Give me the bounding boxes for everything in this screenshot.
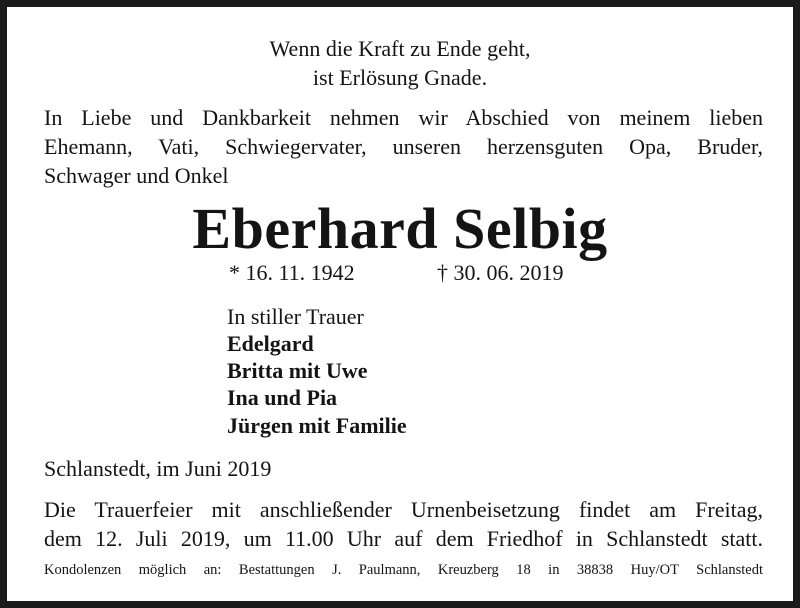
motto-line-1: Wenn die Kraft zu Ende geht, [269, 36, 531, 61]
intro-line-3: Schwager und Onkel [44, 163, 229, 188]
motto-line-2: ist Erlösung Gnade. [312, 65, 488, 90]
deceased-name: Eberhard Selbig [192, 196, 608, 261]
funeral-info-line-2: dem 12. Juli 2019, um 11.00 Uhr auf dem Friedhof in Schlanstedt statt. [44, 526, 763, 551]
funeral-info-line-1: Die Trauerfeier mit anschließender Urnenbeisetzung findet am Freitag, [44, 497, 763, 522]
mourner-name: Ina und Pia [227, 385, 338, 410]
mourner-name: Jürgen mit Familie [227, 413, 407, 438]
mourners-heading: In stiller Trauer [227, 304, 364, 329]
intro-line-1: In Liebe und Dankbarkeit nehmen wir Abschied von meinem lieben [44, 105, 763, 130]
condolence-info: Kondolenzen möglich an: Bestattungen J. Paulmann, Kreuzberg 18 in 38838 Huy/OT Schlanstedt [44, 562, 763, 578]
birth-date: * 16. 11. 1942 [229, 260, 355, 285]
death-date: † 30. 06. 2019 [437, 260, 564, 285]
place-and-date: Schlanstedt, im Juni 2019 [44, 456, 272, 481]
intro-line-2: Ehemann, Vati, Schwiegervater, unseren herzensguten Opa, Bruder, [44, 134, 763, 159]
mourner-name: Edelgard [227, 331, 314, 356]
mourner-name: Britta mit Uwe [227, 358, 368, 383]
